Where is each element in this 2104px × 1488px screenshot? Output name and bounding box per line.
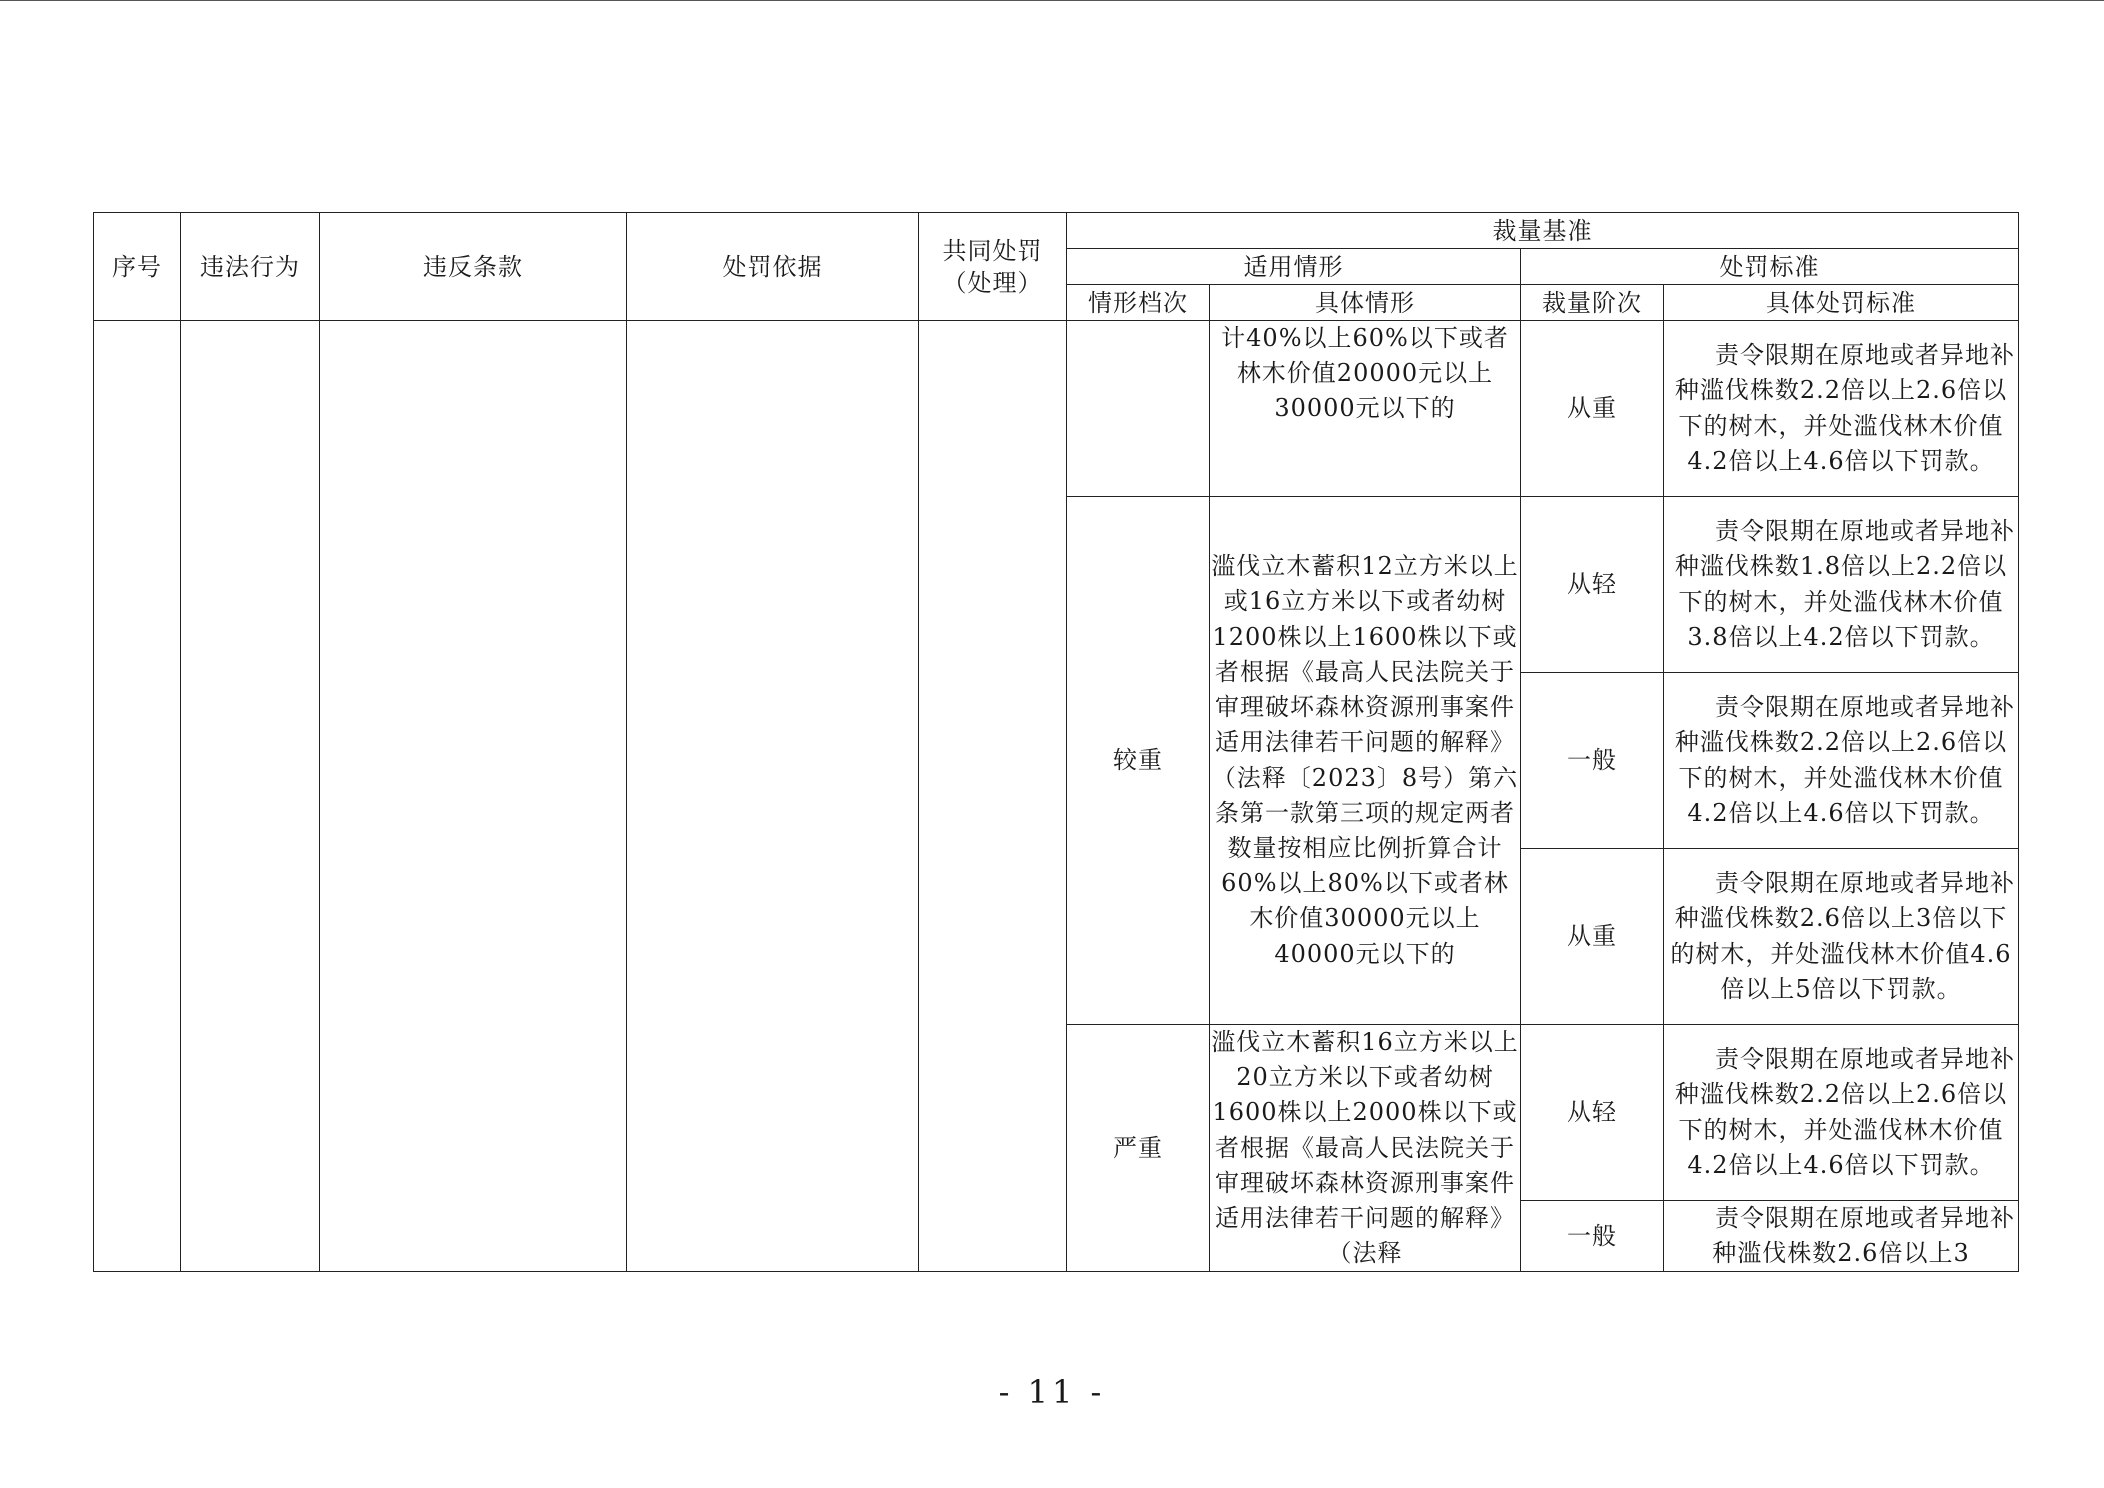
cell-level: 严重 xyxy=(1067,1025,1210,1272)
cell-level: 较重 xyxy=(1067,497,1210,1025)
cell-tier: 从轻 xyxy=(1521,497,1664,673)
standard-text: 责令限期在原地或者异地补种滥伐株数2.2倍以上2.6倍以下的树木，并处滥伐林木价值4.2倍以上4.6倍以下罚款。 xyxy=(1674,693,2015,827)
cell-standard xyxy=(1664,497,2019,673)
cell-clause xyxy=(320,321,627,1272)
cell-tier: 从轻 xyxy=(1521,1025,1664,1201)
table-row xyxy=(94,321,2019,497)
standard-text: 责令限期在原地或者异地补种滥伐株数1.8倍以上2.2倍以下的树木，并处滥伐林木价值3.8倍以上4.2倍以下罚款。 xyxy=(1674,517,2015,651)
header-applicable: 适用情形 xyxy=(1067,249,1521,285)
header-violation: 违法行为 xyxy=(181,213,320,321)
header-discretion: 裁量基准 xyxy=(1067,213,2019,249)
table-body xyxy=(94,321,2019,1272)
cell-tier: 从重 xyxy=(1521,849,1664,1025)
header-level: 情形档次 xyxy=(1067,285,1210,321)
cell-situation: 计40%以上60%以下或者林木价值20000元以上30000元以下的 xyxy=(1210,321,1521,497)
standard-text: 责令限期在原地或者异地补种滥伐株数2.2倍以上2.6倍以下的树木，并处滥伐林木价值4.2倍以上4.6倍以下罚款。 xyxy=(1674,341,2015,475)
standard-text: 责令限期在原地或者异地补种滥伐株数2.6倍以上3 xyxy=(1712,1204,2015,1268)
header-joint-line1: 共同处罚 xyxy=(942,236,1043,265)
cell-standard xyxy=(1664,673,2019,849)
header-joint-line2: （处理） xyxy=(942,268,1043,297)
cell-standard xyxy=(1664,1201,2019,1272)
header-penalty-std: 处罚标准 xyxy=(1521,249,2019,285)
page-top-rule xyxy=(0,0,2104,1)
cell-tier: 从重 xyxy=(1521,321,1664,497)
page-number: - 11 - xyxy=(998,1373,1106,1411)
cell-standard xyxy=(1664,849,2019,1025)
standard-text: 责令限期在原地或者异地补种滥伐株数2.2倍以上2.6倍以下的树木，并处滥伐林木价值4.2倍以上4.6倍以下罚款。 xyxy=(1674,1045,2015,1179)
cell-situation: 滥伐立木蓄积16立方米以上20立方米以下或者幼树1600株以上2000株以下或者根据《最高人民法院关于审理破坏森林资源刑事案件适用法律若干问题的解释》（法释 xyxy=(1210,1025,1521,1272)
cell-situation: 滥伐立木蓄积12立方米以上或16立方米以下或者幼树1200株以上1600株以下或者根据《最高人民法院关于审理破坏森林资源刑事案件适用法律若干问题的解释》（法释〔2023〕8号）第六条第一款第三项的规定两者数量按相应比例折算合计60%以上80%以下或者林木价值30000元以上40000元以下的 xyxy=(1210,497,1521,1025)
cell-basis xyxy=(627,321,919,1272)
cell-level xyxy=(1067,321,1210,497)
cell-violation xyxy=(181,321,320,1272)
cell-seq xyxy=(94,321,181,1272)
header-specific-std: 具体处罚标准 xyxy=(1664,285,2019,321)
cell-joint-penalty xyxy=(919,321,1067,1272)
cell-standard xyxy=(1664,1025,2019,1201)
discretion-table xyxy=(93,212,2019,1272)
header-clause: 违反条款 xyxy=(320,213,627,321)
standard-text: 责令限期在原地或者异地补种滥伐株数2.6倍以上3倍以下的树木，并处滥伐林木价值4.6倍以上5倍以下罚款。 xyxy=(1670,869,2015,1003)
header-basis: 处罚依据 xyxy=(627,213,919,321)
table-header xyxy=(94,213,2019,321)
header-tier: 裁量阶次 xyxy=(1521,285,1664,321)
cell-standard xyxy=(1664,321,2019,497)
cell-tier: 一般 xyxy=(1521,673,1664,849)
cell-tier: 一般 xyxy=(1521,1201,1664,1272)
header-situation: 具体情形 xyxy=(1210,285,1521,321)
header-joint-penalty xyxy=(919,213,1067,321)
header-seq: 序号 xyxy=(94,213,181,321)
